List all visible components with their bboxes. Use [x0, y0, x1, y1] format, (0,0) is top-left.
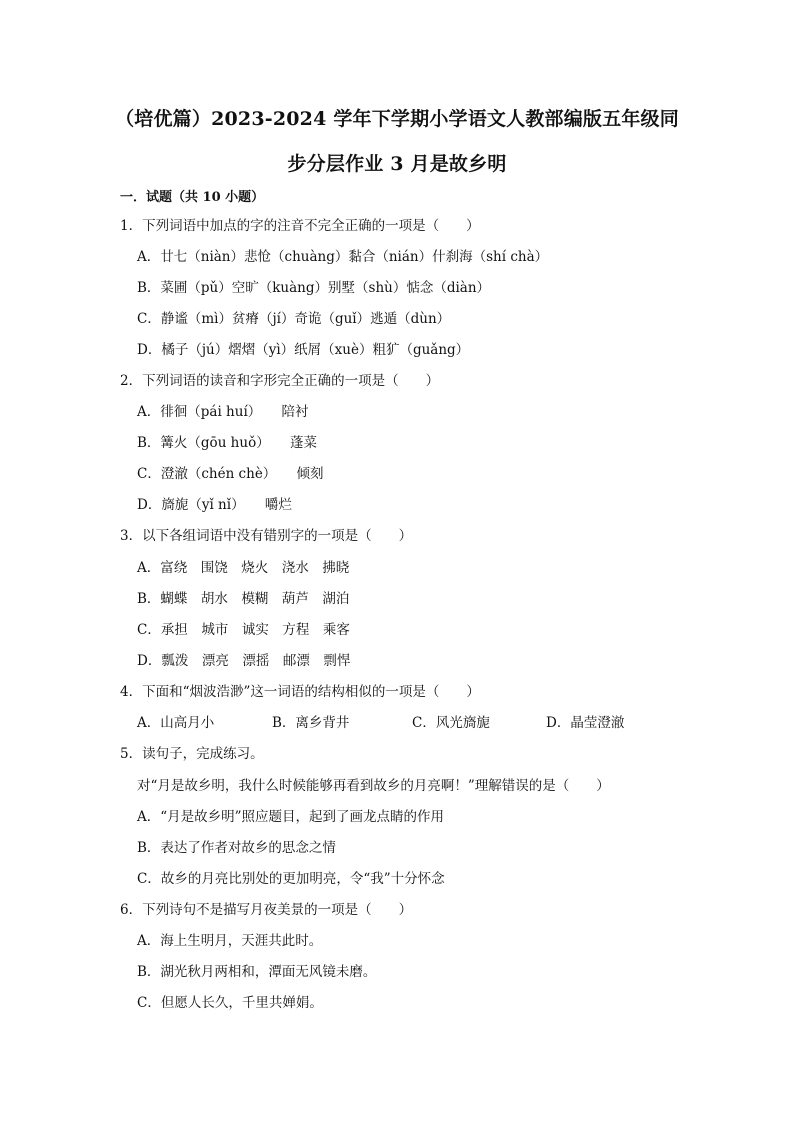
question-6-option-a: A．海上生明月，天涯共此时。: [137, 933, 323, 949]
question-3-option-b: B．蝴蝶 胡水 模糊 葫芦 湖泊: [137, 591, 350, 607]
question-3-option-c: C．承担 城市 诚实 方程 乘客: [137, 622, 350, 638]
question-4-stem: 4．下面和“烟波浩渺”这一词语的结构相似的一项是（ ）: [120, 684, 480, 700]
question-1-option-d: D．橘子（jú）熠熠（yì）纸屑（xuè）粗犷（guǎng）: [137, 342, 470, 358]
question-4-option-c: C．风光旖旎: [412, 715, 490, 731]
question-1-option-a: A．廿七（niàn）悲怆（chuàng）黏合（nián）什刹海（shí chà）: [137, 249, 549, 265]
question-1-option-c: C．静谧（mì）贫瘠（jí）奇诡（guǐ）逃遁（dùn）: [137, 311, 451, 327]
question-5-option-a: A．“月是故乡明”照应题目，起到了画龙点睛的作用: [137, 809, 445, 825]
question-1-stem: 1．下列词语中加点的字的注音不完全正确的一项是（ ）: [120, 218, 480, 234]
question-4-option-d: D．晶莹澄澈: [546, 715, 625, 731]
question-4-option-b: B．离乡背井: [272, 715, 350, 731]
document-title-line2: 步分层作业 3 月是故乡明: [287, 153, 507, 175]
question-1-option-b: B．菜圃（pǔ）空旷（kuàng）别墅（shù）惦念（diàn）: [137, 280, 491, 296]
question-6-option-c: C．但愿人长久，千里共婵娟。: [137, 995, 323, 1011]
question-6-option-b: B．湖光秋月两相和，潭面无风镜未磨。: [137, 964, 377, 980]
question-5-stem: 5．读句子，完成练习。: [120, 746, 264, 762]
question-5-option-c: C．故乡的月亮比别处的更加明亮，令“我”十分怀念: [137, 871, 445, 887]
question-5-option-b: B．表达了作者对故乡的思念之情: [137, 840, 336, 856]
section-heading: 一．试题（共 10 小题）: [120, 190, 265, 205]
question-3-option-a: A．富绕 围饶 烧火 浇水 拂晓: [137, 560, 350, 576]
question-2-option-d: D．旖旎（yǐ nǐ） 嚼烂: [137, 497, 292, 513]
question-2-option-c: C．澄澈（chén chè） 倾刻: [137, 466, 324, 482]
question-3-stem: 3．以下各组词语中没有错别字的一项是（ ）: [120, 528, 413, 544]
question-2-option-a: A．徘徊（pái huí） 陪衬: [137, 404, 309, 420]
question-4-option-a: A．山高月小: [137, 715, 215, 731]
document-title-line1: （培优篇）2023-2024 学年下学期小学语文人教部编版五年级同: [115, 108, 679, 130]
question-5-sub-stem: 对“月是故乡明，我什么时候能够再看到故乡的月亮啊！”理解错误的是（ ）: [137, 778, 610, 794]
question-2-stem: 2．下列词语的读音和字形完全正确的一项是（ ）: [120, 373, 440, 389]
question-3-option-d: D．瓢泼 漂亮 漂摇 邮漂 剽悍: [137, 653, 351, 669]
question-6-stem: 6．下列诗句不是描写月夜美景的一项是（ ）: [120, 902, 413, 918]
question-2-option-b: B．篝火（gōu huǒ） 蓬菜: [137, 435, 317, 451]
